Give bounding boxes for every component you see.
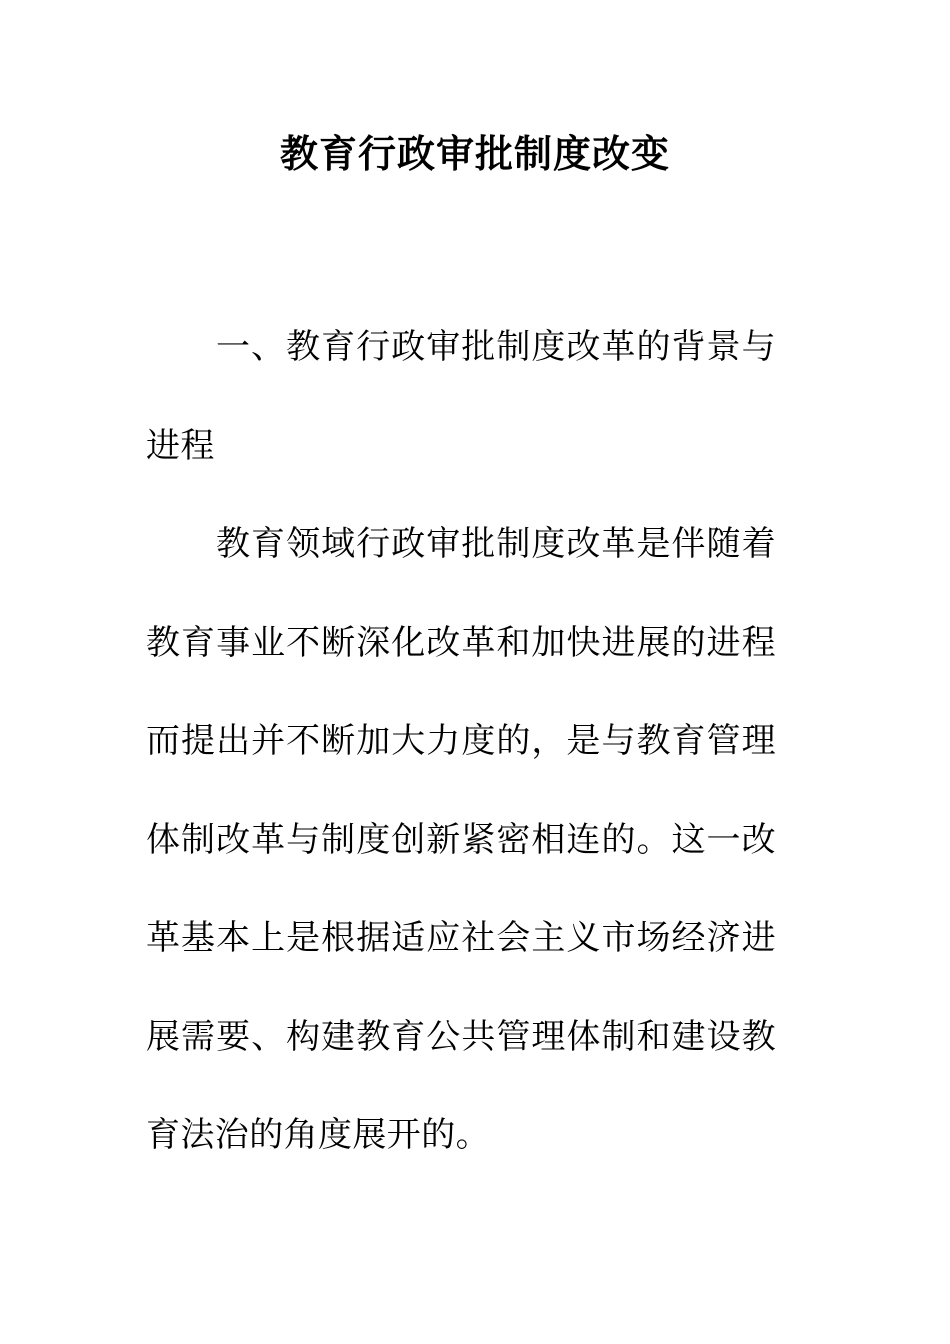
document-title: 教育行政审批制度改变 [279, 131, 670, 176]
body-paragraph: 教育领域行政审批制度改革是伴随着教育事业不断深化改革和加快进展的进程而提出并不断加大力度的，是与教育管理体制改革与制度创新紧密相连的。这一改革基本上是根据适应社会主义市场经济进展需要、构建教育公共管理体制和建设教育法治的角度展开的。 [146, 524, 776, 1155]
document-body [146, 298, 776, 1185]
section-heading: 一、教育行政审批制度改革的背景与进程 [146, 327, 776, 466]
